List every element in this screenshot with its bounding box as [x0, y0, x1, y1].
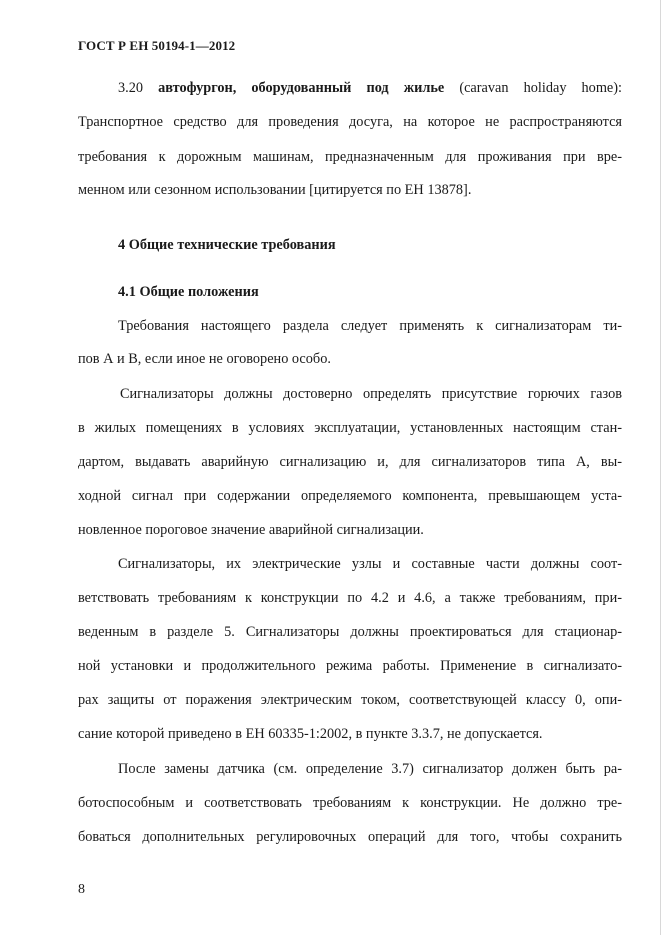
paragraph-line: сание которой приведено в ЕН 60335-1:2002, в пункте 3.3.7, не допускается. [78, 726, 543, 742]
paragraph-line: новленное пороговое значение аварийной сигнализации. [78, 522, 424, 538]
paragraph-line: пов А и В, если иное не оговорено особо. [78, 351, 331, 367]
paragraph-line: веденным в разделе 5. Сигнализаторы должны проектироваться для стационар- [78, 624, 622, 640]
clause-number: 3.20 [118, 80, 144, 96]
paragraph-line: в жилых помещениях в условиях эксплуатации, установленных настоящим стан- [78, 420, 622, 436]
paragraph-line: ботоспособным и соответствовать требованиям к конструкции. Не должно тре- [78, 795, 622, 811]
paragraph-line: Сигнализаторы, их электрические узлы и составные части должны соот- [118, 556, 622, 572]
paragraph-line: боваться дополнительных регулировочных операций для того, чтобы сохранить [78, 829, 622, 845]
paragraph-line: ходной сигнал при содержании определяемого компонента, превышающем уста- [78, 488, 622, 504]
clause-3-20-line: менном или сезонном использовании [цитируется по ЕН 13878]. [78, 182, 472, 198]
paragraph-line: ветствовать требованиям к конструкции по 4.2 и 4.6, а также требованиям, при- [78, 590, 622, 606]
clause-3-20-first-line [78, 78, 622, 98]
clause-3-20-line: требования к дорожным машинам, предназначенным для проживания при вре- [78, 149, 622, 165]
paragraph-line: рах защиты от поражения электрическим током, соответствующей классу 0, опи- [78, 692, 622, 708]
document-header: ГОСТ Р ЕН 50194-1—2012 [78, 38, 236, 53]
paragraph-line: дартом, выдавать аварийную сигнализацию и, для сигнализаторов типа А, вы- [78, 454, 622, 470]
clause-term: автофургон, оборудованный под жилье [158, 80, 445, 96]
paragraph-line: Сигнализаторы должны достоверно определять присутствие горючих газов [120, 386, 622, 402]
clause-3-20-line: Транспортное средство для проведения досуга, на которое не распространяются [78, 114, 622, 130]
section-4-heading: 4 Общие технические требования [118, 237, 336, 253]
clause-english-term: (caravan holiday home): [459, 80, 623, 96]
page-number: 8 [78, 882, 85, 897]
subsection-4-1-heading: 4.1 Общие положения [118, 284, 259, 300]
paragraph-line: После замены датчика (см. определение 3.7) сигнализатор должен быть ра- [118, 761, 622, 777]
paragraph-line: ной установки и продолжительного режима работы. Применение в сигнализато- [78, 658, 622, 674]
paragraph-line: Требования настоящего раздела следует применять к сигнализаторам ти- [118, 318, 622, 334]
